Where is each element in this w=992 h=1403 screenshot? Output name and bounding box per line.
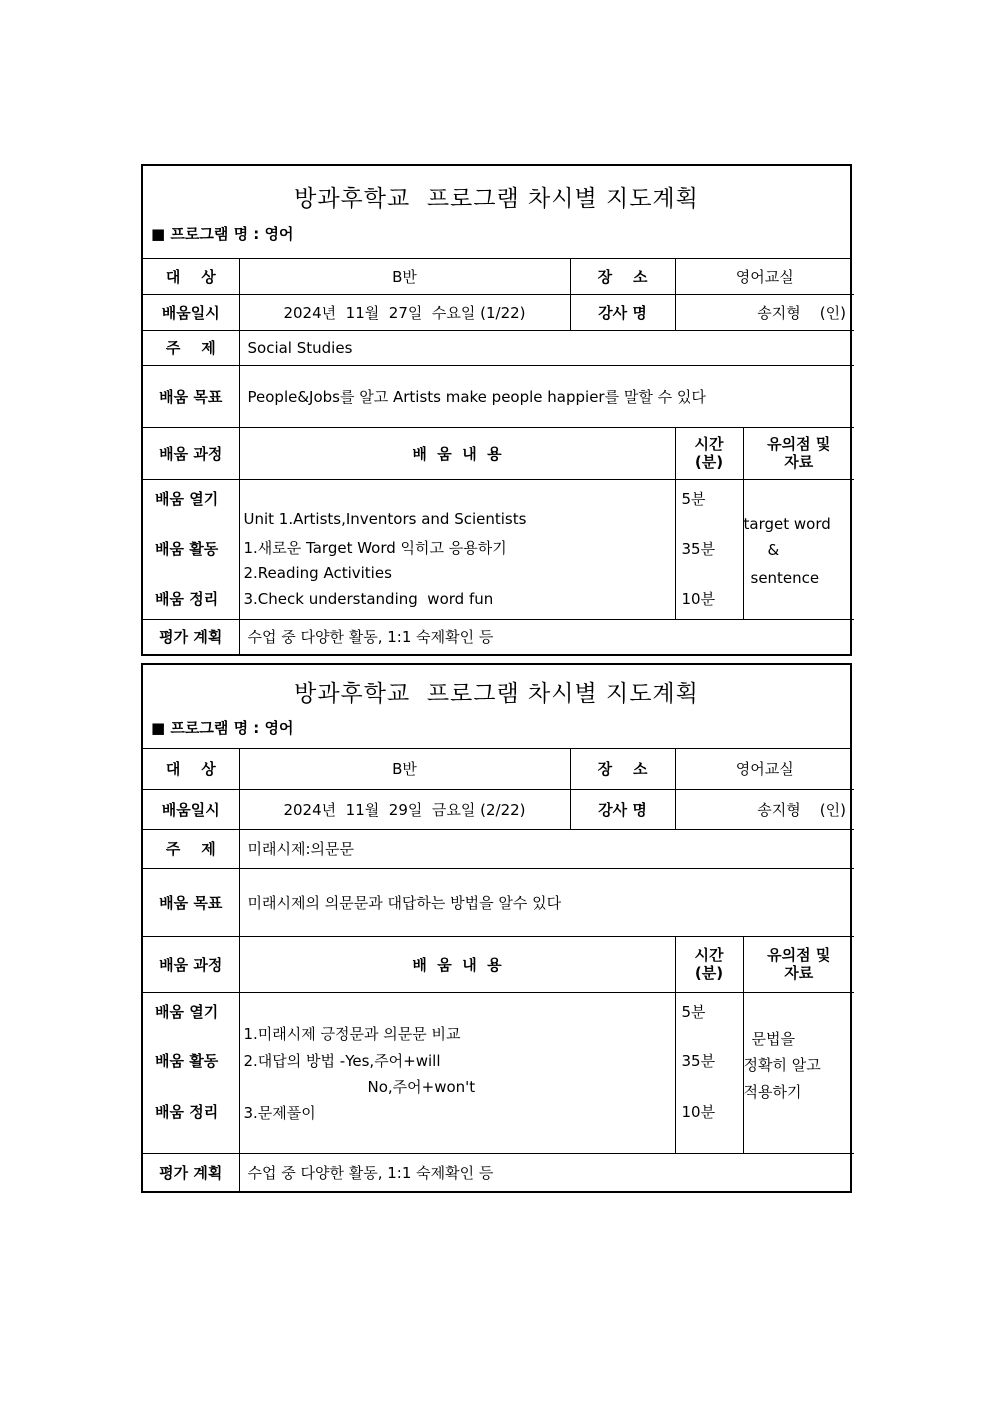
- notes-label: [743, 427, 854, 479]
- topic-label: 주 제: [143, 829, 239, 868]
- content-cell: [239, 479, 675, 619]
- time-value: 10분: [681, 589, 716, 608]
- time-cell: [675, 479, 743, 619]
- time-value: 5분: [681, 489, 706, 508]
- goal-label: 배움 목표: [143, 365, 239, 427]
- content-line: No,주어+won't: [367, 1077, 476, 1096]
- content-line: Unit 1.Artists,Inventors and Scientists: [243, 509, 527, 528]
- time-label-line: 시간: [694, 435, 724, 453]
- notes-line: 문법을: [751, 1029, 795, 1048]
- eval-row: [143, 1153, 854, 1191]
- teacher-value: 송지형 (인): [675, 789, 854, 829]
- date-value: 2024년 11월 29일 금요일 (2/22): [239, 789, 570, 829]
- target-label: 대 상: [143, 259, 239, 294]
- goal-row: [143, 868, 854, 936]
- notes-cell: [743, 479, 854, 619]
- process-label: 배움 과정: [143, 936, 239, 992]
- time-value: 5분: [681, 1002, 706, 1021]
- target-value: B반: [239, 749, 570, 789]
- time-value: 35분: [681, 539, 716, 558]
- notes-label: [743, 936, 854, 992]
- process-row: [143, 479, 854, 619]
- time-value: 35분: [681, 1051, 716, 1070]
- teacher-value: 송지형 (인): [675, 294, 854, 330]
- plan-table: [143, 259, 854, 654]
- notes-label-line: 유의점 및: [767, 946, 831, 964]
- place-value: 영어교실: [675, 259, 854, 294]
- eval-label: 평가 계획: [143, 619, 239, 654]
- notes-line: sentence: [750, 568, 820, 587]
- eval-row: [143, 619, 854, 654]
- lesson-plan-2: [141, 663, 852, 1193]
- time-label: [675, 936, 743, 992]
- time-label-line: 시간: [694, 946, 724, 964]
- notes-label-line: 자료: [784, 453, 814, 471]
- program-name: ■ 프로그램 명 : 영어: [151, 225, 294, 243]
- plan-header: [143, 665, 850, 749]
- eval-value: 수업 중 다양한 활동, 1:1 숙제확인 등: [239, 1153, 854, 1191]
- topic-row: [143, 330, 854, 365]
- content-line: 3.Check understanding word fun: [243, 589, 494, 608]
- content-line: 2.Reading Activities: [243, 563, 392, 582]
- topic-value: 미래시제:의문문: [239, 829, 854, 868]
- content-line: 3.문제풀이: [243, 1103, 316, 1122]
- stage-cell: [143, 479, 239, 619]
- target-row: [143, 749, 854, 789]
- program-name: ■ 프로그램 명 : 영어: [151, 719, 294, 737]
- content-line: 1.미래시제 긍정문과 의문문 비교: [243, 1024, 461, 1043]
- process-row: [143, 992, 854, 1153]
- eval-label: 평가 계획: [143, 1153, 239, 1191]
- teacher-label: 강사 명: [570, 294, 675, 330]
- process-label: 배움 과정: [143, 427, 239, 479]
- plan-title: 방과후학교 프로그램 차시별 지도계획: [294, 186, 699, 212]
- stage-activity: 배움 활동: [155, 1051, 219, 1070]
- notes-cell: [743, 992, 854, 1153]
- date-row: [143, 294, 854, 330]
- date-row: [143, 789, 854, 829]
- notes-line: target word: [743, 514, 831, 533]
- content-line: 1.새로운 Target Word 익히고 응용하기: [243, 538, 507, 557]
- time-label-line: (분): [694, 453, 724, 471]
- date-label: 배움일시: [143, 789, 239, 829]
- process-header-row: [143, 427, 854, 479]
- goal-value: People&Jobs를 알고 Artists make people happier를 말할 수 있다: [239, 365, 854, 427]
- date-label: 배움일시: [143, 294, 239, 330]
- content-label: 배 움 내 용: [239, 936, 675, 992]
- stage-close: 배움 정리: [155, 1102, 219, 1121]
- goal-value: 미래시제의 의문문과 대답하는 방법을 알수 있다: [239, 868, 854, 936]
- lesson-plan-1: [141, 164, 852, 656]
- stage-close: 배움 정리: [155, 589, 219, 608]
- eval-value: 수업 중 다양한 활동, 1:1 숙제확인 등: [239, 619, 854, 654]
- time-label: [675, 427, 743, 479]
- time-cell: [675, 992, 743, 1153]
- notes-label-line: 유의점 및: [767, 435, 831, 453]
- content-line: 2.대답의 방법 -Yes,주어+will: [243, 1051, 441, 1070]
- plan-table: [143, 749, 854, 1191]
- stage-cell: [143, 992, 239, 1153]
- target-row: [143, 259, 854, 294]
- stage-open: 배움 열기: [155, 489, 219, 508]
- date-value: 2024년 11월 27일 수요일 (1/22): [239, 294, 570, 330]
- plan-title: 방과후학교 프로그램 차시별 지도계획: [294, 681, 699, 707]
- notes-line: &: [767, 540, 780, 559]
- notes-line: 적용하기: [743, 1082, 802, 1101]
- notes-label-line: 자료: [784, 964, 814, 982]
- topic-value: Social Studies: [239, 330, 854, 365]
- teacher-label: 강사 명: [570, 789, 675, 829]
- goal-label: 배움 목표: [143, 868, 239, 936]
- content-label: 배 움 내 용: [239, 427, 675, 479]
- time-value: 10분: [681, 1102, 716, 1121]
- target-label: 대 상: [143, 749, 239, 789]
- place-value: 영어교실: [675, 749, 854, 789]
- content-cell: [239, 992, 675, 1153]
- plan-header: [143, 166, 850, 259]
- target-value: B반: [239, 259, 570, 294]
- stage-activity: 배움 활동: [155, 539, 219, 558]
- notes-line: 정확히 알고: [743, 1055, 821, 1074]
- place-label: 장 소: [570, 749, 675, 789]
- time-label-line: (분): [694, 964, 724, 982]
- stage-open: 배움 열기: [155, 1002, 219, 1021]
- topic-label: 주 제: [143, 330, 239, 365]
- process-header-row: [143, 936, 854, 992]
- place-label: 장 소: [570, 259, 675, 294]
- goal-row: [143, 365, 854, 427]
- topic-row: [143, 829, 854, 868]
